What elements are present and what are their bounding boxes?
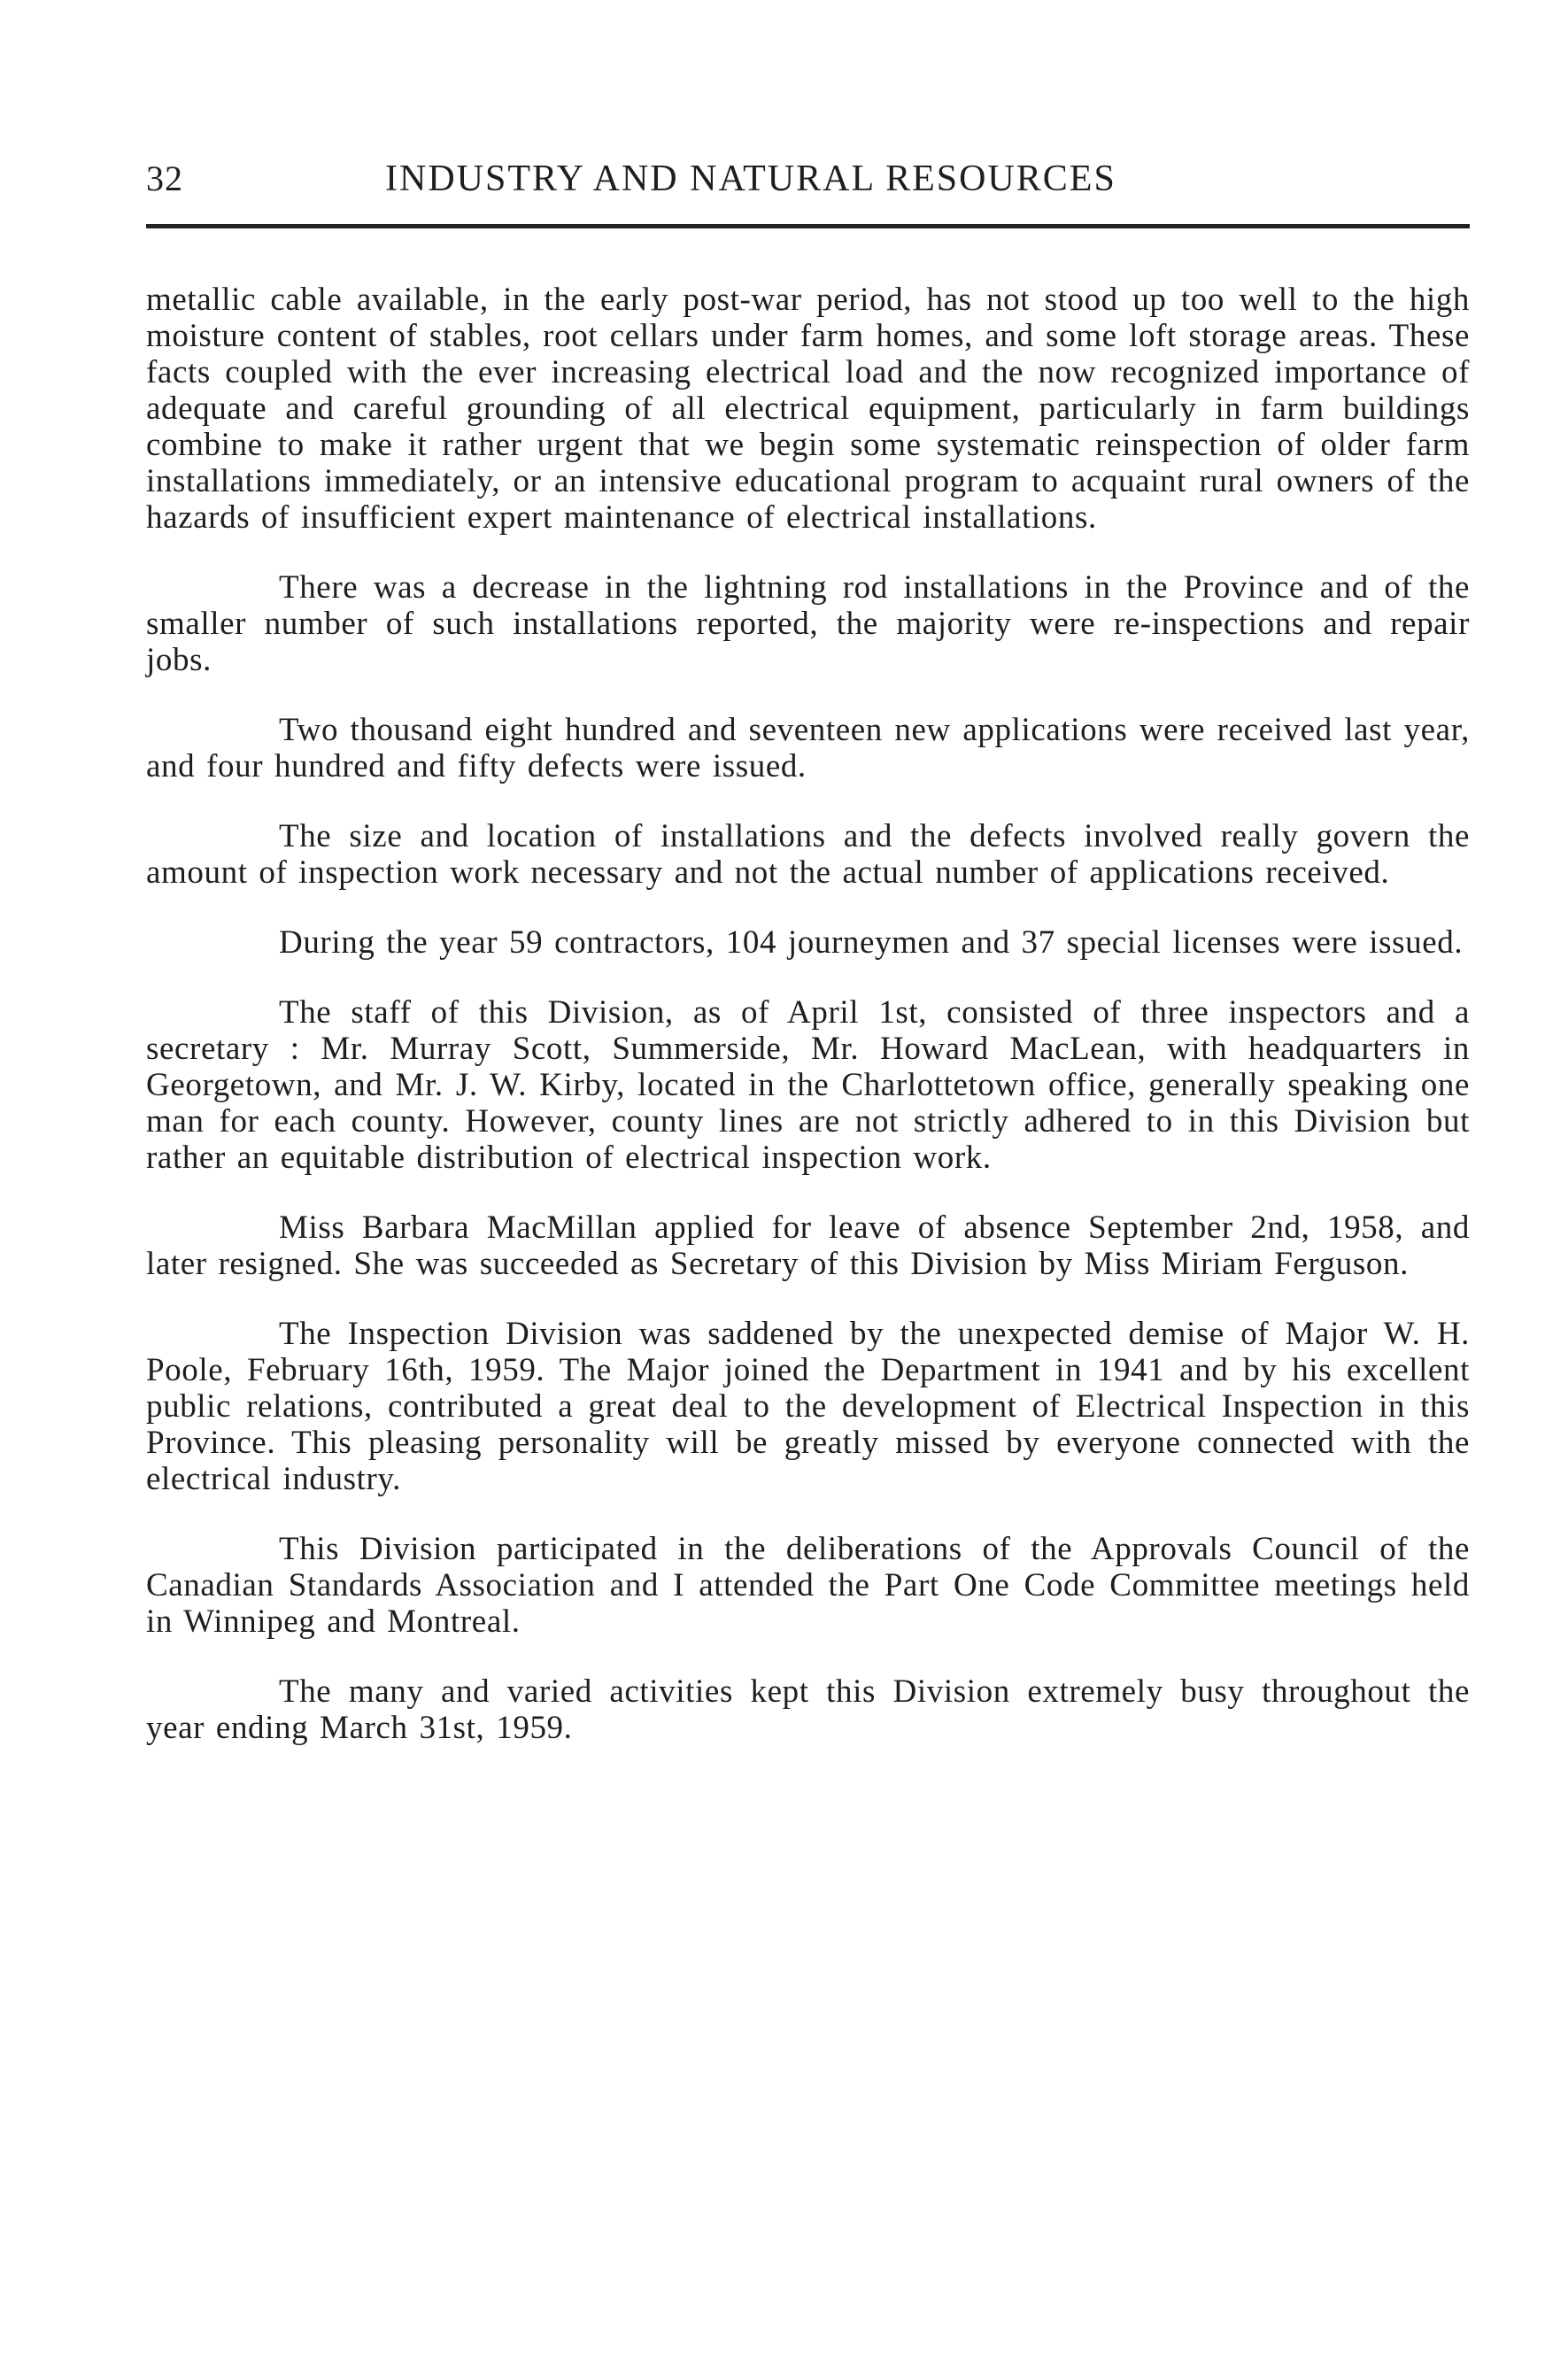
page-number: 32 (146, 158, 183, 198)
body-text (146, 282, 1470, 1780)
paragraph-applications: Two thousand eight hundred and seventeen new applications were received last year, and four hundred and fifty defects were issued. (146, 712, 1470, 784)
paragraph-secretary: Miss Barbara MacMillan applied for leave of absence September 2nd, 1958, and later resigned. She was succeeded as Secretary of this Division by Miss Miriam Ferguson. (146, 1209, 1470, 1282)
paragraph-continued: metallic cable available, in the early post-war period, has not stood up too well to the high moisture content of stables, root cellars under farm homes, and some loft storage areas. These facts coupled with the ever increasing electrical load and the now recognized importance of adequate and careful grounding of all electrical equipment, particularly in farm buildings combine to make it rather urgent that we begin some systematic reinspection of older farm installations immediately, or an intensive educational program to acquaint rural owners of the hazards of insufficient expert maintenance of electrical installations. (146, 282, 1470, 536)
running-title: INDUSTRY AND NATURAL RESOURCES (385, 158, 1116, 199)
paragraph-obituary: The Inspection Division was saddened by the unexpected demise of Major W. H. Poole, February 16th, 1959. The Major joined the Department in 1941 and by his excellent public relations, contributed a great deal to the development of Electrical Inspection in this Province. This pleasing personality will be greatly missed by everyone connected with the electrical industry. (146, 1316, 1470, 1497)
paragraph-approvals-council: This Division participated in the deliberations of the Approvals Council of the Canadian Standards Association and I attended the Part One Code Committee meetings held in Winnipeg and Montreal. (146, 1531, 1470, 1640)
paragraph-staff: The staff of this Division, as of April 1st, consisted of three inspectors and a secretary : Mr. Murray Scott, Summerside, Mr. Howard MacLean, with headquarters in Georgetown, and Mr. J. W. Kirby, located in the Charlottetown office, generally speaking one man for each county. However, county lines are not strictly adhered to in this Division but rather an equitable distribution of electrical inspection work. (146, 994, 1470, 1176)
paragraph-licenses: During the year 59 contractors, 104 journeymen and 37 special licenses were issued. (279, 924, 1464, 961)
paragraph-inspection-work: The size and location of installations and the defects involved really govern the amount of inspection work necessary and not the actual number of applications received. (146, 818, 1470, 891)
header-rule (146, 224, 1470, 228)
paragraph-lightning-rods: There was a decrease in the lightning rod installations in the Province and of the smaller number of such installations reported, the majority were re-inspections and repair jobs. (146, 569, 1470, 678)
page-header (146, 152, 1470, 205)
paragraph-closing: The many and varied activities kept this Division extremely busy throughout the year ending March 31st, 1959. (146, 1673, 1470, 1746)
